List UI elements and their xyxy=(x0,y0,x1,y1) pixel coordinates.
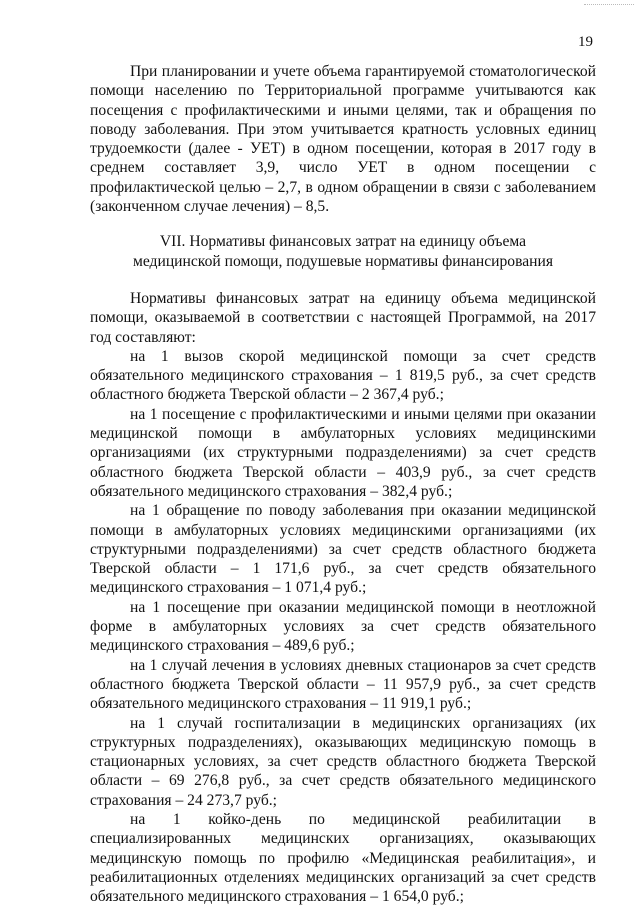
list-item-rehabilitation: на 1 койко-день по медицинской реабилитации в специализированных медицинских организациях, оказывающих медицинскую помощь по профилю «Медицинская реабилитация», и реабилитационных отделениях медицинских организаций за счет средств обязательного медицинского страхования – 1 654,0 руб.; xyxy=(90,810,596,906)
scan-artifact-mark xyxy=(541,847,544,857)
section-title-line-2: медицинской помощи, подушевые нормативы финансирования xyxy=(132,252,554,270)
list-item-hospitalization: на 1 случай госпитализации в медицинских организациях (их структурных подразделениях), оказывающих медицинскую помощь в стационарных условиях, за счет средств областного бюджета Тверской области – 69 276,8 руб., за счет средств обязательного медицинского страхования – 24 273,7 руб.; xyxy=(90,714,596,809)
section-title-line-1: VII. Нормативы финансовых затрат на единицу объема xyxy=(159,233,527,251)
scan-corner-mark xyxy=(584,4,634,7)
paragraph-dental-care: При планировании и учете объема гарантируемой стоматологической помощи населению по Территориальной программе учитываются как посещения с профилактическими и иными целями, так и обращения по поводу заболевания. При этом учитывается кратность условных единиц трудоемкости (далее - УЕТ) в одном посещении, которая в 2017 году в среднем составляет 3,9, число УЕТ в одном посещении с профилактической целью – 2,7, в одном обращении в связи с заболеванием (законченном случае лечения) – 8,5. xyxy=(90,63,596,216)
list-item-disease-appeal: на 1 обращение по поводу заболевания при оказании медицинской помощи в амбулаторных условиях медицинскими организациями (их структурными подразделениями) за счет средств областного бюджета Тверской области – 1 171,6 руб., за счет средств обязательного медицинского страхования – 1 071,4 руб.; xyxy=(90,502,596,597)
section-title xyxy=(90,232,596,271)
list-item-urgent-visit: на 1 посещение при оказании медицинской помощи в неотложной форме в амбулаторных условиях за счет средств обязательного медицинского страхования – 489,6 руб.; xyxy=(90,598,596,655)
list-item-ambulance: на 1 вызов скорой медицинской помощи за счет средств обязательного медицинского страхования – 1 819,5 руб., за счет средств областного бюджета Тверской области – 2 367,4 руб.; xyxy=(90,347,596,404)
list-item-day-hospital: на 1 случай лечения в условиях дневных стационаров за счет средств областного бюджета Тверской области – 11 957,9 руб., за счет средств обязательного медицинского страхования – 11 919,1 руб.; xyxy=(90,656,596,713)
document-body xyxy=(90,62,596,906)
page-number: 19 xyxy=(578,34,593,50)
list-item-preventive-visit: на 1 посещение с профилактическими и иными целями при оказании медицинской помощи в амбулаторных условиях медицинскими организациями (их структурными подразделениями) за счет средств областного бюджета Тверской области – 403,9 руб., за счет средств обязательного медицинского страхования – 382,4 руб.; xyxy=(90,405,596,500)
paragraph-intro: Нормативы финансовых затрат на единицу объема медицинской помощи, оказываемой в соответствии с настоящей Программой, на 2017 год составляют: xyxy=(90,289,596,346)
